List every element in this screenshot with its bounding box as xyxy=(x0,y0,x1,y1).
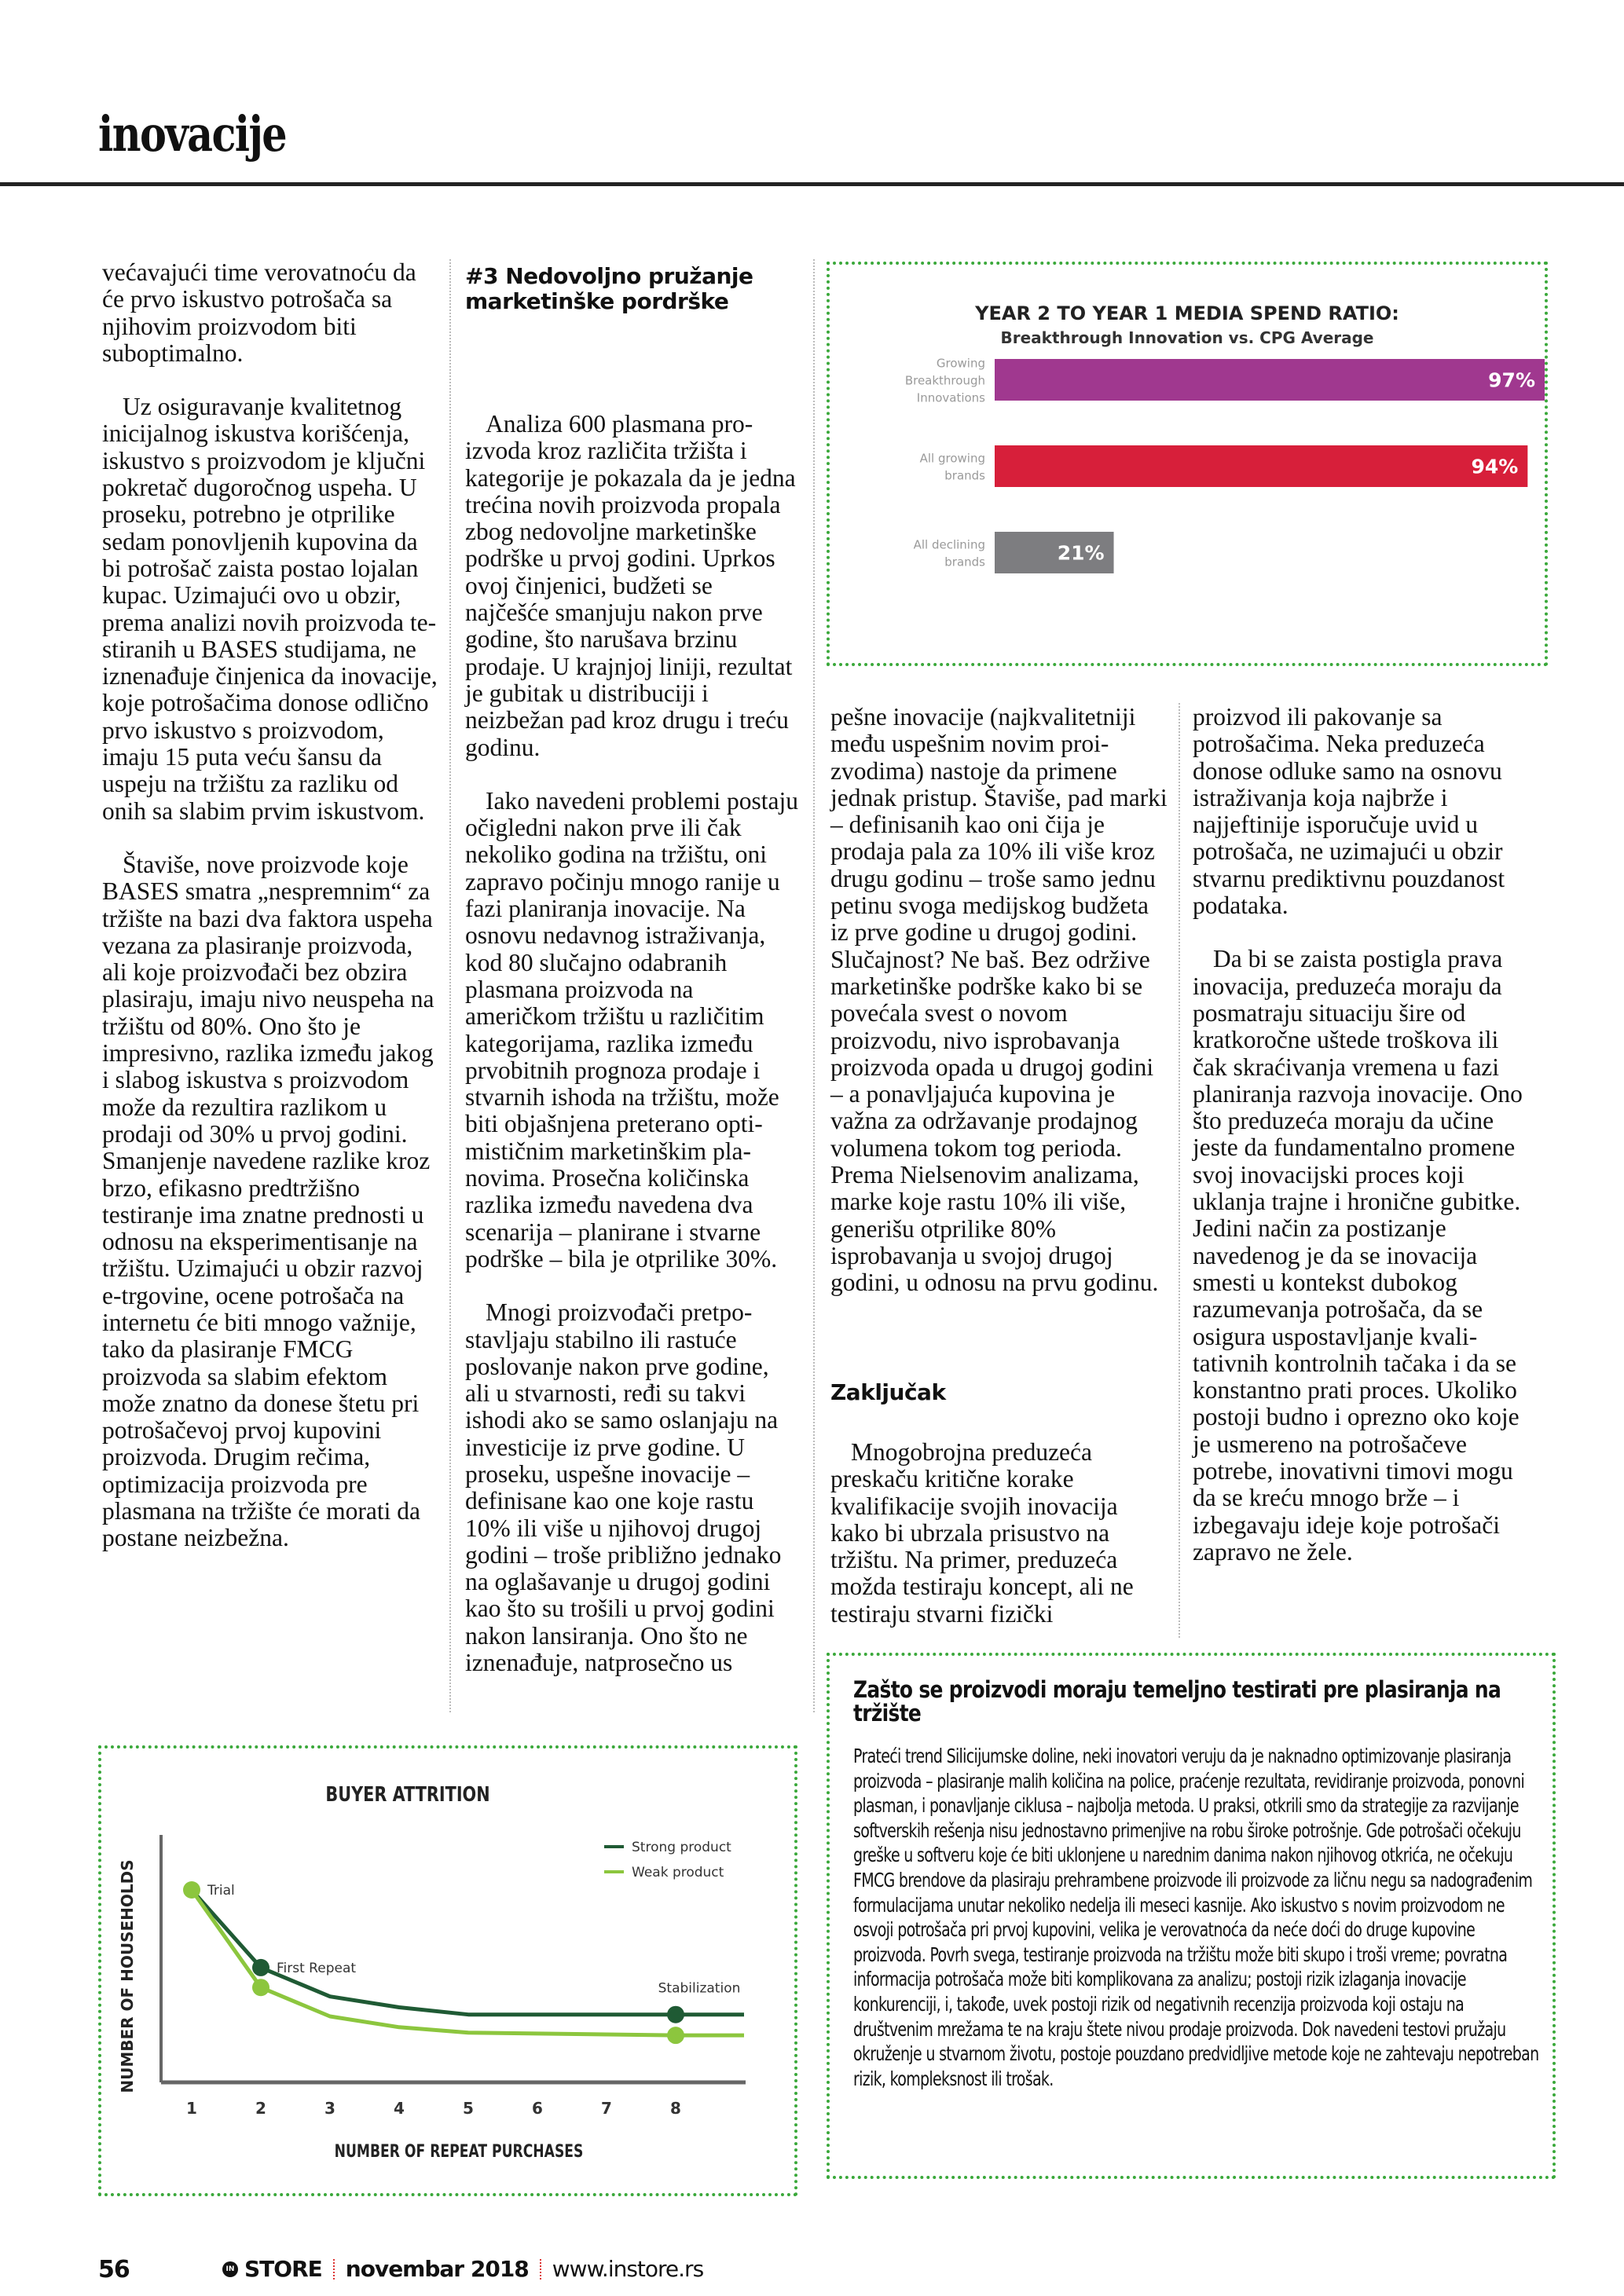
data-point-marker xyxy=(667,2006,684,2023)
column-divider xyxy=(1179,703,1180,1638)
article-column-2 xyxy=(465,411,799,1703)
chart-title: BUYER ATTRITION xyxy=(325,1782,490,1807)
legend-label: Weak product xyxy=(632,1865,724,1880)
website-url: www.instore.rs xyxy=(552,2256,704,2282)
x-tick-label: 4 xyxy=(394,2099,405,2118)
sidebar-title: Zašto se proizvodi moraju temeljno testirati pre plasiranja na tržište xyxy=(853,1676,1501,1727)
annotation-label: Stabilization xyxy=(658,1980,741,1997)
category-label: Breakthrough xyxy=(904,373,985,388)
column-divider xyxy=(449,259,451,1712)
y-axis-label: NUMBER OF HOUSEHOLDS xyxy=(118,1859,137,2093)
article-column-4 xyxy=(1193,704,1531,1592)
x-tick-label: 3 xyxy=(324,2099,335,2118)
x-tick-label: 2 xyxy=(255,2099,266,2118)
category-label: brands xyxy=(944,555,985,569)
data-point-marker xyxy=(252,1979,269,1996)
bar-chart-svg xyxy=(830,265,1545,663)
subheading-conclusion: Zaključak xyxy=(830,1379,946,1405)
annotation-label: First Repeat xyxy=(277,1960,357,1976)
line-chart-svg xyxy=(101,1749,794,2193)
article-column-3-conclusion xyxy=(830,1439,1168,1654)
instore-logo-icon: IN xyxy=(222,2261,238,2277)
bar-value-label: 94% xyxy=(1471,455,1519,478)
bar-1 xyxy=(995,359,1545,401)
category-label: All declining xyxy=(913,537,985,552)
paragraph: Mnogi proizvođači pretpostavljaju stabilno ili rastuće poslovanje nakon prve godine, ali u stvarnosti, ređi su takvi ishodi ako se samo oslanjaju na investicije iz prve godine. U proseku, uspešne inovacije – definisane kao one koje rastu 10% ili više u njihovoj drugoj godini – troše približno jednako na oglašavanje u drugoj godini kao što su trošili u prvoj godini nakon lansiranja. Ono što ne iznenađuje, natprosečno us xyxy=(465,1298,782,1677)
category-label: brands xyxy=(944,468,985,483)
paragraph: Mnogobrojna preduzeća preskaču kritične korake kvalifikacije svojih inovacija kako bi ubrzala prisustvo na tržištu. Na primer, preduzeća možda testiraju koncept, ali ne testiraju stvarni fizički xyxy=(830,1438,1134,1628)
paragraph: pešne inovacije (najkvalitetniji među uspešnim novim proizvodima) nastoje da primene jednak pristup. Štaviše, pad marki – definisanih kao oni čija je prodaja pala za 10% ili više kroz drugu godinu – troše samo jednu petinu svoga medijskog budžeta iz prve godine u drugoj godini. Slučajnost? Ne baš. Bez održive marketinške podrške kako bi se povećala svest o novom proizvodu, nivo isprobavanja proizvoda opada u drugoj godini – a ponavljajuća kupovina je važna za održavanje prodajnog volumena tokom tog perioda. Prema Nielsenovim analizama, marke koje rastu 10% ili više, generišu otprilike 80% isprobavanja u svojoj drugoj godini, u odnosu na prvu godinu. xyxy=(830,703,1168,1297)
category-label: All growing xyxy=(919,451,985,466)
buyer-attrition-chart xyxy=(98,1745,797,2196)
data-point-marker xyxy=(252,1959,269,1976)
footer-divider xyxy=(540,2259,541,2280)
x-axis-label: NUMBER OF REPEAT PURCHASES xyxy=(334,2140,584,2162)
section-title: inovacije xyxy=(98,105,286,163)
paragraph: Da bi se zaista postigla prava inovacija, preduzeća moraju da posmatraju situaciju šire od kratkoročne uštede troškova ili čak skraćivanja vremena u fazi planiranja razvoja inovacije. Ono što preduzeća moraju da učine jeste da fundamentalno promene svoj inovacijski proces koji uklanja trajne i hronične gubitke. Jedini način za postizanje navedenog je da se inovacija smesti u kontekst dubokog razumevanja potrošača, da se osigura uspostavljanje kvalitativnih kontrolnih tačaka i da se konstantno prati proces. Ukoliko postoji budno i oprezno oko koje je usmereno na potrošačeve potrebe, inovativni timovi mogu da se kreću mnogo brže – i izbegavaju ideje koje potrošači zapravo ne žele. xyxy=(1193,945,1523,1565)
x-tick-label: 1 xyxy=(186,2099,197,2118)
annotation-label: Trial xyxy=(207,1883,235,1899)
brand-name: STORE xyxy=(244,2256,322,2282)
data-point-marker xyxy=(667,2027,684,2044)
chart-subtitle: Breakthrough Innovation vs. CPG Average xyxy=(1000,328,1374,347)
x-tick-label: 7 xyxy=(601,2099,612,2118)
paragraph: Iako navedeni problemi postaju očigledni nakon prve ili čak nekoliko godina na tržištu, oni zapravo počinju mnogo ranije u fazi planiranja inovacije. Na osnovu nedavnog istraživanja, kod 80 slučajno odabranih plasmana proizvoda na američkom tržištu u različitim kategorijama, razlika između prvobitnih prognoza prodaje i stvarnih ishoda na tržištu, može biti objašnjena preterano optimističnim marketinškim planovima. Prosečna količinska razlika između navedena dva scenarija – planirane i stvarne podrške – bila je otprilike 30%. xyxy=(465,786,799,1273)
column-divider xyxy=(813,259,815,1712)
category-label: Innovations xyxy=(916,390,985,405)
legend-label: Strong product xyxy=(632,1840,731,1855)
bar-value-label: 21% xyxy=(1057,541,1105,565)
footer-brand xyxy=(222,2256,703,2282)
subheading: #3 Nedovoljno pružanje marketinške pordrške xyxy=(465,263,753,314)
article-column-3 xyxy=(830,704,1168,1324)
paragraph: Štaviše, nove proizvode koje BASES smatra „nespremnim“ za tržište na bazi dva faktora uspeha vezana za plasiranje proizvoda, ali koje proizvođači bez obzira plasiraju, imaju nivo neuspeha na tržištu od 80%. Ono što je impresivno, razlika između jakog i slabog iskustva s proizvodom može da rezultira razlikom u prodaji od 30% u prvoj godini. Smanjenje navedene razlike kroz brzo, efikasno predtržišno testiranje ima znatne prednosti u odnosu na eksperimentisanje na tržištu. Uzimajući u obzir razvoj e-trgovine, ocene potrošača na internetu će biti mnogo važnije, tako da plasiranje FMCG proizvoda sa slabim efektom može znatno da donese štetu pri potrošačevoj prvoj kupovini proizvoda. Drugim rečima, optimizacija proizvoda pre plasmana na tržište će morati da postane neizbežna. xyxy=(102,850,434,1552)
paragraph: Analiza 600 plasmana proizvoda kroz različita tržišta i kategorije je pokazala da je jedna trećina novih proizvoda propala zbog nedovoljne marketinške podrške u prvoj godini. Uprkos ovoj činjenici, budžeti se najčešće smanjuju nakon prve godine, što narušava brzinu prodaje. U krajnjoj liniji, rezultat je gubitak u distribuciji i neizbežan pad kroz drugu i treću godinu. xyxy=(465,410,796,761)
sidebar-body: Prateći trend Silicijumske doline, neki inovatori veruju da je naknadno optimizovanje plasiranja proizvoda – plasiranje malih količina na police, praćenje rezultata, revidiranje proizvoda, ponovni plasman, i ponavljanje ciklusa – najbolja metoda. U praksi, otkrili smo da strategije za razvijanje softverskih rešenja nisu jednostavno primenjive na robu široke potrošnje. Gde potrošači očekuju greške u softveru koje će biti uklonjene u narednim danima nakon njihovog otkrića, ne očekuju FMCG brendove da plasiraju prehrambene proizvode ili proizvode za ličnu negu sa nadograđenim formulacijama unutar nekoliko nedelja ili meseci kasnije. Ako iskustvo s novim proizvodom ne osvoji potrošača pri prvoj kupovini, velika je verovatnoća da neće doći do druge kupovine proizvoda. Povrh svega, testiranje proizvoda na tržištu može biti skupo i troši vreme; povratna informacija potrošača može biti komplikovana za analizu; postoji rizik izlaganja inovacije konkurenciji, i, takođe, uvek postoji rizik od negativnih recenzija proizvoda koji ostaju na društvenim mrežama te na kraju štete nivou prodaje proizvoda. Dok navedeni testovi pružaju okruženje u stvarnom životu, postoje pouzdano predvidljive metode koje ne zahtevaju nepotreban rizik, kompleksnost ili trošak. xyxy=(853,1745,1539,2090)
x-tick-label: 5 xyxy=(463,2099,474,2118)
category-label: Growing xyxy=(936,356,985,371)
bar-value-label: 97% xyxy=(1488,368,1535,392)
paragraph: Uz osiguravanje kvalitetnog inicijalnog iskustva korišćenja, iskustvo s proizvodom je ključni pokretač dugoročnog uspeha. U proseku, potrebno je otprilike sedam ponovljenih kupovina da bi potrošač zaista postao lojalan kupac. Uzimajući ovo u obzir, prema analizi novih proizvoda testiranih u BASES studijama, ne iznenađuje činjenica da inovacije, koje potrošačima donose odlično prvo iskustvo s proizvodom, imaju 15 puta veću šansu da uspeju na tržištu za razliku od onih sa slabim prvim iskustvom. xyxy=(102,393,438,825)
footer-divider xyxy=(333,2259,335,2280)
x-tick-label: 8 xyxy=(670,2099,681,2118)
article-column-1 xyxy=(102,259,440,1579)
chart-title: YEAR 2 TO YEAR 1 MEDIA SPEND RATIO: xyxy=(975,302,1399,324)
data-point-marker xyxy=(183,1881,200,1899)
page-number: 56 xyxy=(98,2256,130,2283)
paragraph: većavajući time verovatnoću da će prvo iskustvo potrošača sa njihovim proizvodom biti suboptimalno. xyxy=(102,258,416,367)
sidebar-box xyxy=(827,1653,1556,2179)
issue-date: novembar 2018 xyxy=(345,2256,529,2282)
header-rule xyxy=(0,182,1624,186)
media-spend-chart xyxy=(827,262,1548,666)
x-tick-label: 6 xyxy=(532,2099,543,2118)
paragraph: proizvod ili pakovanje sa potrošačima. Neka preduzeća donose odluke samo na osnovu istraživanja koja najbrže i najjeftinije isporučuje uvid u potrošača, ne uzimajući u obzir stvarnu prediktivnu pouzdanost podataka. xyxy=(1193,703,1505,920)
bar-2 xyxy=(995,445,1527,487)
